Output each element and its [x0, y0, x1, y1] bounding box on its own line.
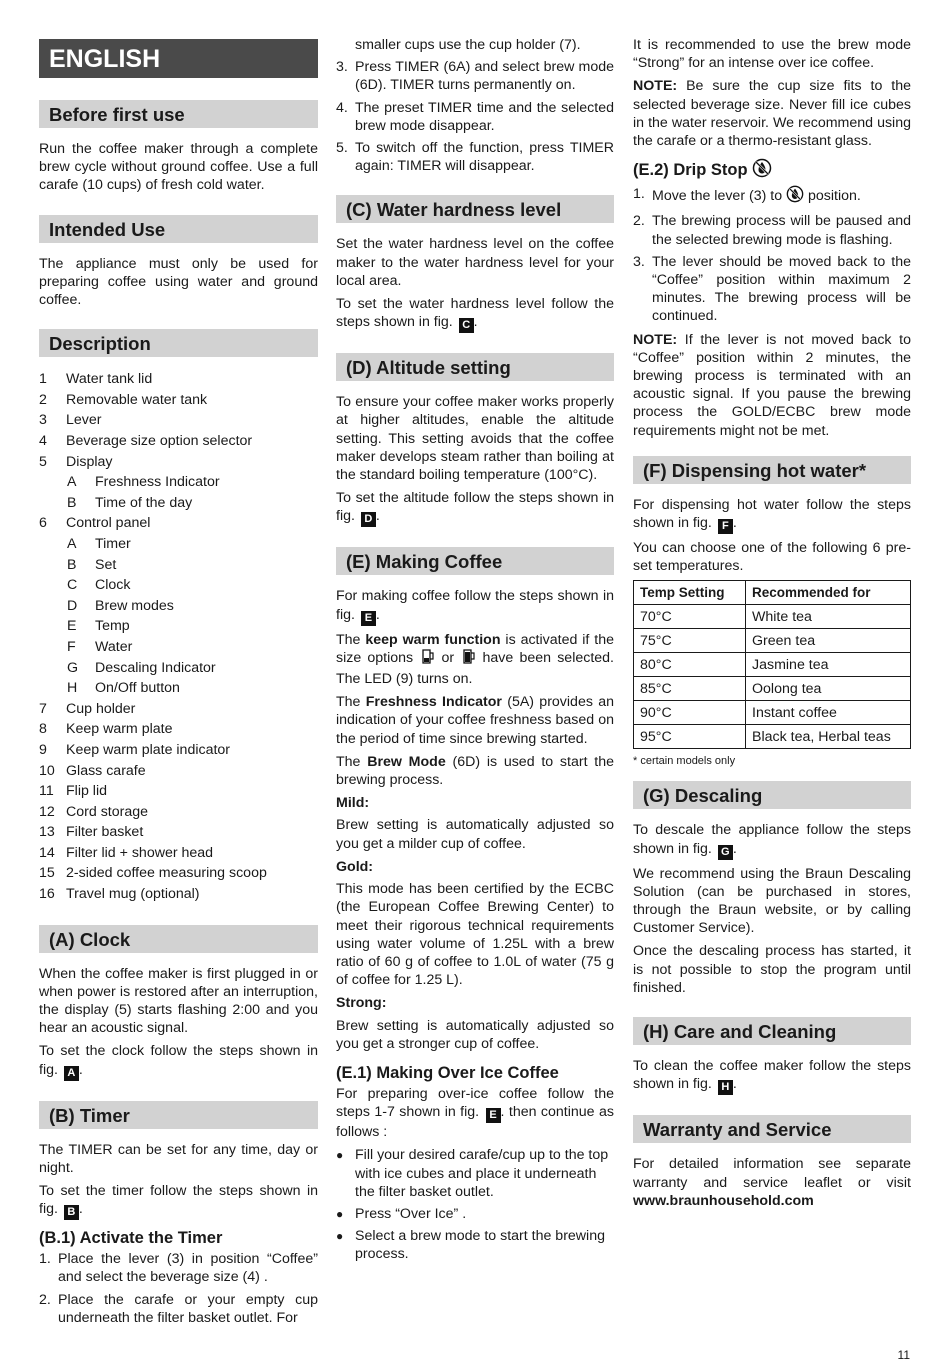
item-label: Flip lid	[66, 783, 107, 800]
item-label: Beverage size option selector	[66, 433, 253, 449]
recommended-cell: Green tea	[746, 629, 911, 653]
list-item	[39, 1291, 318, 1327]
small-carafe-icon	[419, 649, 435, 670]
step-number: 1.	[633, 186, 645, 203]
item-number: A	[67, 535, 77, 552]
list-item	[633, 185, 911, 208]
strong-text: Brew setting is automatically adjusted so you get a stronger cup of coffee.	[336, 1017, 614, 1052]
over-ice-post: . then continue as follows :	[336, 1104, 614, 1141]
temp-setting-cell: 80°C	[634, 653, 746, 677]
keep-warm-text	[336, 631, 614, 689]
list-item	[39, 513, 318, 534]
step-number: 2.	[633, 213, 645, 230]
timer-text-1: The TIMER can be set for any time, day or night.	[39, 1141, 318, 1176]
item-label: Display	[66, 453, 113, 470]
figure-ref-badge: F	[718, 519, 733, 534]
item-label: Water tank lid	[66, 371, 153, 388]
clock-text-2: To set the clock follow the steps shown in fig. A .	[39, 1043, 318, 1079]
item-label: Filter lid + shower head	[66, 844, 214, 861]
activate-timer-steps	[39, 1250, 318, 1327]
note-1-text: Be sure the cup size fits to the selected beverage size. Never fill ice cubes in the water reservoir. We recommend using the carafe or a thermo-resistant glass.	[633, 78, 911, 150]
item-number: 15	[39, 865, 55, 882]
item-number: 12	[39, 803, 55, 820]
list-item	[39, 699, 318, 720]
section-heading-timer: (B) Timer	[39, 1101, 318, 1129]
item-number: 11	[39, 783, 54, 800]
list-item	[39, 740, 318, 761]
large-carafe-icon	[460, 649, 476, 670]
figure-ref-badge: H	[718, 1080, 733, 1095]
before-first-use-text: Run the coffee maker through a complete brew cycle without ground coffee. Use a full carafe (10 cups) of fresh cold water.	[39, 141, 318, 194]
item-label: Cup holder	[66, 700, 136, 717]
temp-setting-cell: 90°C	[634, 701, 746, 725]
recommended-cell: White tea	[746, 605, 911, 629]
step-text	[652, 212, 911, 248]
item-number: E	[67, 618, 77, 635]
item-label: Control panel	[66, 515, 151, 532]
clock-text-2-label: To set the clock follow the steps shown in fig.	[39, 1043, 318, 1078]
over-ice-bullet-list	[336, 1146, 614, 1263]
item-label: Glass carafe	[66, 762, 146, 779]
list-item	[39, 761, 318, 782]
list-item	[39, 658, 318, 679]
item-label: Brew modes	[95, 597, 174, 614]
item-number: 10	[39, 762, 55, 779]
figure-ref-badge: E	[486, 1108, 501, 1123]
step-number: 3.	[633, 253, 645, 270]
section-heading-clock: (A) Clock	[39, 925, 318, 953]
item-label: Clock	[95, 577, 131, 594]
item-number: 6	[39, 515, 47, 532]
section-heading-hot-water: (F) Dispensing hot water*	[633, 456, 911, 484]
mild-text: Brew setting is automatically adjusted so you get a milder cup of coffee.	[336, 817, 614, 852]
note-2-text: If the lever is not moved back to “Coffee” position within 2 minutes, the brewing process is terminated with an acoustic signal. If you pause the brewing process the GOLD/ECBC brew mode requirements might not be met.	[633, 331, 911, 439]
table-row	[634, 701, 911, 725]
keep-warm-post: have been selected. The LED (9) turns on.	[336, 649, 614, 688]
note-label: NOTE:	[633, 78, 678, 95]
item-number: A	[67, 474, 77, 491]
section-heading-descaling: (G) Descaling	[633, 781, 911, 809]
bullet-icon: ●	[336, 1148, 344, 1163]
altitude-text-1: To ensure your coffee maker works properly at higher altitudes, enable the altitude setting. This setting avoids that the coffee maker develops steam rather than boiling at the standard boiling temperature (100°C).	[336, 394, 614, 484]
timer-text-2: To set the timer follow the steps shown in fig. B .	[39, 1183, 318, 1219]
brew-mode-pre: The	[336, 753, 361, 770]
item-label: 2-sided coffee measuring scoop	[66, 865, 267, 882]
keep-warm-pre: The	[336, 631, 361, 648]
altitude-text-2-label: To set the altitude follow the steps shown in fig.	[336, 490, 614, 525]
freshness-bold: Freshness Indicator	[365, 694, 502, 711]
item-label: Cord storage	[66, 803, 149, 820]
step-text: Place the carafe or your empty cup underneath the filter basket outlet. For	[58, 1291, 318, 1326]
table-row	[634, 725, 911, 749]
list-item	[39, 596, 318, 617]
item-label: Timer	[95, 535, 131, 552]
item-label: Keep warm plate indicator	[66, 741, 231, 758]
column-3	[633, 36, 911, 1215]
figure-ref-badge: D	[361, 512, 376, 527]
over-ice-continuation: It is recommended to use the brew mode “Strong” for an intense over ice coffee.	[633, 37, 911, 72]
descaling-text-1-label: To descale the appliance follow the steps shown in fig.	[633, 822, 911, 857]
page-number: 11	[897, 1348, 910, 1362]
list-item	[39, 637, 318, 658]
temp-setting-cell: 85°C	[634, 677, 746, 701]
figure-ref-badge: B	[64, 1205, 79, 1220]
care-text-label: To clean the coffee maker follow the steps shown in fig.	[633, 1058, 911, 1093]
list-item	[39, 431, 318, 452]
bullet-icon: ●	[336, 1206, 344, 1221]
drip-stop-icon	[786, 185, 804, 208]
list-item	[39, 616, 318, 637]
list-item	[336, 58, 614, 94]
section-heading-description: Description	[39, 329, 318, 357]
keep-warm-bold: keep warm function	[365, 631, 501, 648]
list-item	[39, 781, 318, 802]
section-heading-making-coffee: (E) Making Coffee	[336, 547, 614, 575]
step-number: 2.	[39, 1291, 51, 1308]
hot-water-text-1: For dispensing hot water follow the steps shown in fig. F .	[633, 496, 911, 533]
item-number: 2	[39, 391, 47, 408]
step-text-pre: The brewing process will be paused and the selected brewing mode is flashing.	[652, 213, 911, 248]
section-heading-altitude: (D) Altitude setting	[336, 353, 614, 381]
item-number: D	[67, 597, 78, 614]
descaling-text-3: Once the descaling process has started, it is not possible to stop the program until finished.	[633, 943, 911, 996]
item-number: 7	[39, 700, 47, 717]
temp-setting-cell: 75°C	[634, 629, 746, 653]
step-text: Press TIMER (6A) and select brew mode (6D). TIMER turns permanently on.	[355, 59, 614, 94]
care-text: To clean the coffee maker follow the steps shown in fig. H .	[633, 1058, 911, 1094]
item-number: F	[67, 638, 76, 655]
item-label: Lever	[66, 412, 102, 429]
item-number: H	[67, 680, 78, 697]
altitude-text-2: To set the altitude follow the steps shown in fig. D .	[336, 490, 614, 526]
table-row	[634, 629, 911, 653]
freshness-post: (5A) provides an indication of your coffee freshness based on the period of time since brewing started.	[336, 694, 614, 747]
subheading-activate-timer: (B.1) Activate the Timer	[39, 1229, 223, 1248]
item-number: 16	[39, 886, 55, 903]
step-text	[652, 185, 911, 208]
list-item	[336, 1227, 614, 1263]
keep-warm-or: or	[441, 649, 455, 666]
water-hardness-text-1: Set the water hardness level on the coffee maker to the water hardness level for your local area.	[336, 236, 614, 289]
list-item	[633, 212, 911, 248]
keep-warm-mid: is activated if the size options	[336, 631, 614, 666]
bullet-text: Fill your desired carafe/cup up to the top with ice cubes and place it underneath the filter basket outlet.	[355, 1147, 609, 1200]
list-item	[39, 472, 318, 493]
list-item	[336, 99, 614, 135]
section-heading-before-first-use: Before first use	[39, 100, 318, 128]
note-label: NOTE:	[633, 331, 678, 348]
list-item	[39, 863, 318, 884]
making-coffee-text-1: For making coffee follow the steps shown in fig. E .	[336, 588, 614, 624]
strong-heading: Strong:	[336, 995, 387, 1012]
item-number: C	[67, 577, 78, 594]
gold-text: This mode has been certified by the ECBC (the European Coffee Brewing Center) to meet their rigorous technical requirements using water volume of 1.25L with a brew ratio of 60 g of coffee to 1.0L of water (75 g of coffee for 1.25 L).	[336, 881, 614, 989]
step-text: Place the lever (3) in position “Coffee” and select the beverage size (4) .	[58, 1251, 318, 1286]
table-row	[634, 653, 911, 677]
list-item	[39, 369, 318, 390]
item-number: 14	[39, 844, 55, 861]
bullet-text: Select a brew mode to start the brewing process.	[355, 1228, 605, 1263]
item-label: Keep warm plate	[66, 721, 173, 738]
subheading-over-ice: (E.1) Making Over Ice Coffee	[336, 1063, 559, 1082]
list-item	[39, 493, 318, 514]
warranty-text-label: For detailed information see separate warranty and service leaflet or visit	[633, 1156, 911, 1191]
note-1	[633, 77, 911, 150]
recommended-cell: Oolong tea	[746, 677, 911, 701]
bullet-icon: ●	[336, 1229, 344, 1244]
section-heading-intended-use: Intended Use	[39, 215, 318, 243]
list-item	[39, 452, 318, 473]
column-header-temp: Temp Setting	[634, 581, 746, 605]
item-label: Freshness Indicator	[95, 474, 220, 491]
gold-heading: Gold:	[336, 858, 374, 875]
language-heading: ENGLISH	[39, 39, 318, 78]
timer-steps-list	[336, 58, 614, 175]
step-text: To switch off the function, press TIMER again: TIMER will disappear.	[355, 140, 614, 175]
recommended-cell: Instant coffee	[746, 701, 911, 725]
list-item	[39, 719, 318, 740]
descaling-text-2: We recommend using the Braun Descaling Solution (can be purchased in stores, through the Braun website, or by calling Customer Service).	[633, 865, 911, 937]
item-number: 13	[39, 824, 55, 841]
list-item	[39, 390, 318, 411]
timer-text-2-label: To set the timer follow the steps shown in fig.	[39, 1183, 318, 1218]
step-text: The preset TIMER time and the selected brew mode disappear.	[355, 99, 614, 134]
hot-water-text-1-label: For dispensing hot water follow the steps shown in fig.	[633, 496, 911, 532]
list-item	[336, 1146, 614, 1201]
list-item	[39, 1250, 318, 1286]
mild-heading: Mild:	[336, 795, 370, 812]
table-row	[634, 677, 911, 701]
item-label: Water	[95, 638, 133, 655]
drip-stop-icon	[752, 158, 772, 183]
freshness-pre: The	[336, 694, 361, 711]
timer-step-continuation: smaller cups use the cup holder (7).	[355, 37, 581, 53]
intended-use-text: The appliance must only be used for preparing coffee using water and ground coffee.	[39, 255, 318, 309]
drip-stop-steps	[633, 185, 911, 325]
list-item	[39, 822, 318, 843]
item-label: Time of the day	[95, 494, 193, 511]
item-label: Set	[95, 556, 117, 573]
list-item	[39, 843, 318, 864]
over-ice-pre: For preparing over-ice coffee follow the steps 1-7 shown in fig.	[336, 1085, 614, 1121]
list-item	[39, 802, 318, 823]
item-number: G	[67, 659, 79, 676]
brew-mode-text	[336, 753, 614, 789]
step-text-pre: The lever should be moved back to the “Coffee” position within maximum 2 minutes. The brewing process will be continued.	[652, 253, 911, 325]
making-coffee-text-1-label: For making coffee follow the steps shown in fig.	[336, 588, 614, 623]
temp-setting-cell: 70°C	[634, 605, 746, 629]
temperature-table	[633, 580, 911, 749]
brew-mode-bold: Brew Mode	[367, 753, 446, 770]
item-label: Removable water tank	[66, 391, 208, 408]
section-heading-care: (H) Care and Cleaning	[633, 1017, 911, 1045]
water-hardness-text-2-label: To set the water hardness level follow the steps shown in fig.	[336, 296, 614, 331]
section-heading-warranty: Warranty and Service	[633, 1115, 911, 1143]
temp-setting-cell: 95°C	[634, 725, 746, 749]
freshness-text	[336, 693, 614, 748]
item-number: 8	[39, 721, 47, 738]
bullet-text: Press “Over Ice” .	[355, 1205, 467, 1222]
step-text-pre: Move the lever (3) to	[652, 188, 783, 205]
column-1	[39, 36, 318, 1332]
warranty-url-link[interactable]: www.braunhousehold.com	[633, 1192, 814, 1209]
column-2	[336, 36, 614, 1268]
item-label: Temp	[95, 618, 130, 635]
item-number: B	[67, 494, 77, 511]
hot-water-text-2: You can choose one of the following 6 pre-set temperatures.	[633, 540, 911, 575]
list-item	[633, 253, 911, 326]
item-number: B	[67, 556, 77, 573]
warranty-text	[633, 1155, 911, 1210]
recommended-cell: Jasmine tea	[746, 653, 911, 677]
list-item	[39, 575, 318, 596]
list-item	[336, 139, 614, 175]
footnote: * certain models only	[633, 755, 736, 768]
note-2	[633, 331, 911, 440]
list-item	[39, 410, 318, 431]
item-label: Descaling Indicator	[95, 659, 216, 676]
item-label: On/Off button	[95, 680, 180, 697]
step-number: 5.	[336, 140, 348, 157]
list-item	[39, 534, 318, 555]
step-number: 3.	[336, 59, 348, 76]
column-header-recommended: Recommended for	[746, 581, 911, 605]
figure-ref-badge: G	[718, 845, 733, 860]
item-number: 9	[39, 741, 47, 758]
drip-stop-title: (E.2) Drip Stop	[633, 161, 748, 180]
descaling-text-1: To descale the appliance follow the steps shown in fig. G .	[633, 822, 911, 858]
figure-ref-badge: C	[459, 318, 474, 333]
item-number: 1	[39, 371, 47, 388]
table-row	[634, 605, 911, 629]
item-number: 5	[39, 453, 47, 470]
recommended-cell: Black tea, Herbal teas	[746, 725, 911, 749]
step-text-post: position.	[808, 188, 861, 205]
item-label: Filter basket	[66, 824, 144, 841]
item-number: 4	[39, 433, 47, 449]
figure-ref-badge: E	[361, 611, 376, 626]
item-number: 3	[39, 412, 47, 429]
list-item	[336, 1205, 614, 1223]
step-number: 4.	[336, 99, 348, 116]
description-list	[39, 369, 318, 904]
list-item	[39, 678, 318, 699]
figure-ref-badge: A	[64, 1066, 79, 1081]
water-hardness-text-2: To set the water hardness level follow the steps shown in fig. C .	[336, 296, 614, 332]
list-item	[39, 555, 318, 576]
section-heading-water-hardness: (C) Water hardness level	[336, 195, 614, 223]
step-text	[652, 253, 911, 326]
list-item	[39, 884, 318, 905]
table-header-row	[634, 581, 911, 605]
clock-text-1: When the coffee maker is first plugged in or when power is restored after an interruption, the display (5) starts flashing 2:00 and you hear an acoustic signal.	[39, 965, 318, 1037]
item-label: Travel mug (optional)	[66, 886, 200, 903]
subheading-drip-stop	[633, 158, 911, 183]
step-number: 1.	[39, 1251, 51, 1268]
brew-mode-post: (6D) is used to start the brewing process.	[336, 753, 614, 789]
over-ice-text	[336, 1085, 614, 1141]
